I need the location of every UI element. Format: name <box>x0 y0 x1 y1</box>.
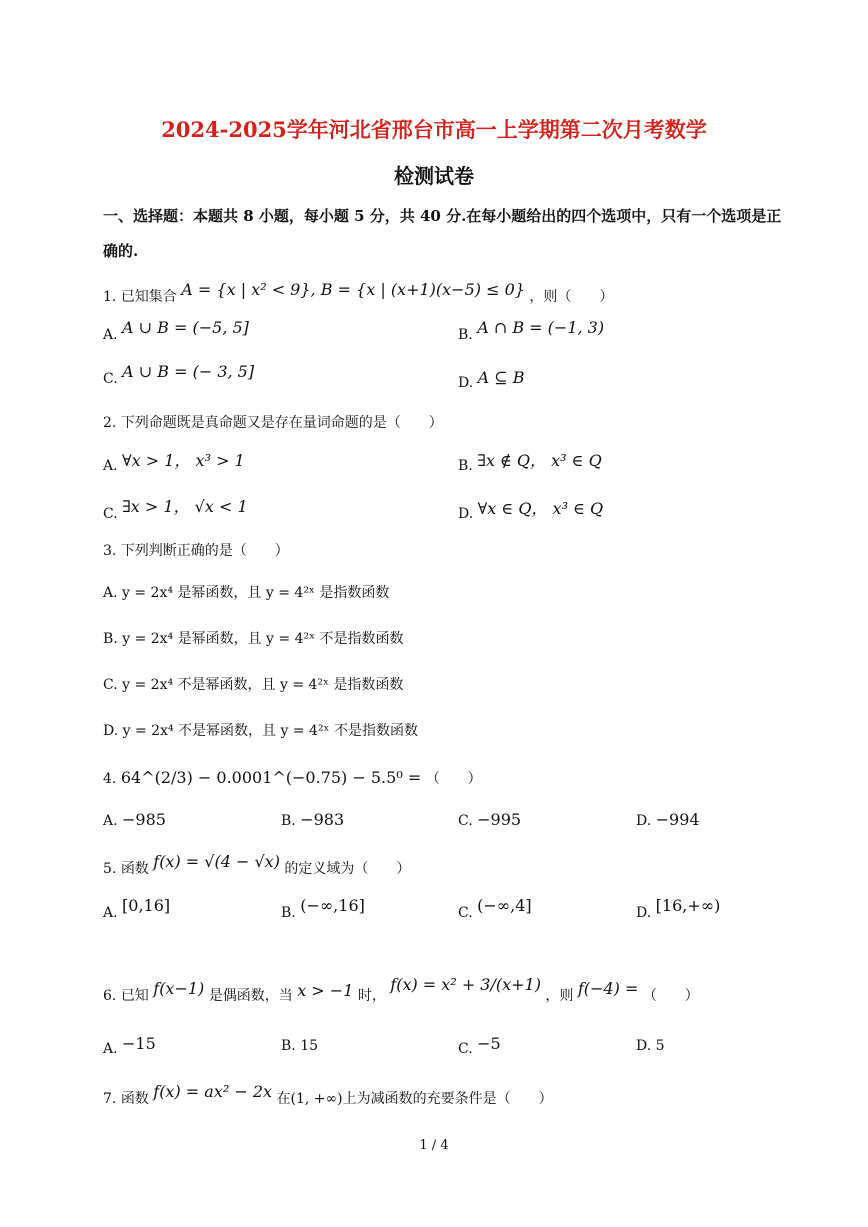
q5-option-a: A. [0,16] <box>103 896 171 921</box>
question-2: 2. 下列命题既是真命题又是存在量词命题的是（ ） <box>103 415 443 431</box>
q2-option-a: A. ∀x > 1， x³ > 1 <box>103 451 245 474</box>
q3-option-c: C. y = 2x⁴ 不是幂函数，且 y = 4²ˣ 是指数函数 <box>103 677 404 693</box>
section-heading-cont: 确的. <box>103 242 139 260</box>
q4-option-b: B. −983 <box>281 810 345 829</box>
exam-subtitle: 检测试卷 <box>394 164 474 188</box>
q6-option-c: C. −5 <box>458 1034 501 1057</box>
question-3: 3. 下列判断正确的是（ ） <box>103 543 289 559</box>
q3-option-d: D. y = 2x⁴ 不是幂函数，且 y = 4²ˣ 不是指数函数 <box>103 723 418 739</box>
q4-option-a: A. −985 <box>103 810 166 829</box>
q2-option-d: D. ∀x ∈ Q， x³ ∈ Q <box>458 499 604 522</box>
question-4-math: 64^(2/3) − 0.0001^(−0.75) − 5.5⁰ = <box>120 768 422 787</box>
q5-option-d: D. [16,+∞) <box>636 896 721 921</box>
q1-option-c: C. A ∪ B = (− 3, 5] <box>103 362 255 387</box>
q1-option-b: B. A ∩ B = (−1, 3) <box>458 318 605 343</box>
question-5: 5. 函数 f(x) = √(4 − √x) 的定义域为（ ） <box>103 852 411 877</box>
q6-option-b: B. 15 <box>281 1038 319 1054</box>
question-6-math: f(x) = x² + 3/(x+1) <box>390 975 541 994</box>
q2-option-b: B. ∃x ∉ Q， x³ ∈ Q <box>458 451 602 474</box>
q3-option-b: B. y = 2x⁴ 是幂函数，且 y = 4²ˣ 不是指数函数 <box>103 631 404 647</box>
section-heading: 一、选择题：本题共 8 小题，每小题 5 分，共 40 分.在每小题给出的四个选项中，只有一个选项是正 <box>103 207 782 225</box>
q2-option-c: C. ∃x > 1， √x < 1 <box>103 497 248 522</box>
q4-option-c: C. −995 <box>458 810 522 829</box>
q6-option-d: D. 5 <box>636 1038 665 1054</box>
question-1: 1. 已知集合 A = {x | x² < 9}, B = {x | (x+1)(x−5) ≤ 0} ，则（ ） <box>103 280 614 305</box>
q5-option-b: B. (−∞,16] <box>281 896 365 921</box>
q3-option-a: A. y = 2x⁴ 是幂函数，且 y = 4²ˣ 是指数函数 <box>103 585 390 601</box>
page-number: 1 / 4 <box>419 1138 449 1153</box>
exam-title: 2024-2025学年河北省邢台市高一上学期第二次月考数学 <box>161 117 707 142</box>
question-6: 6. 已知 f(x−1) 是偶函数，当 x > −1 时， f(x) = x² + 3/(x+1) ，则 f(−4) = （ ） <box>103 975 699 1004</box>
q4-option-d: D. −994 <box>636 810 700 829</box>
q5-option-c: C. (−∞,4] <box>458 896 532 921</box>
q6-option-a: A. −15 <box>103 1034 156 1057</box>
question-7-math: f(x) = ax² − 2x <box>153 1082 273 1101</box>
q1-option-d: D. A ⊆ B <box>458 368 525 391</box>
q1-option-a: A. A ∪ B = (−5, 5] <box>103 318 249 343</box>
question-4: 4. 64^(2/3) − 0.0001^(−0.75) − 5.5⁰ = （ ） <box>103 768 482 787</box>
question-5-math: f(x) = √(4 − √x) <box>153 852 280 871</box>
question-1-math: A = {x | x² < 9}, B = {x | (x+1)(x−5) ≤ 0} <box>181 280 525 299</box>
question-7: 7. 函数 f(x) = ax² − 2x 在(1, +∞)上为减函数的充要条件是（ ） <box>103 1082 553 1107</box>
